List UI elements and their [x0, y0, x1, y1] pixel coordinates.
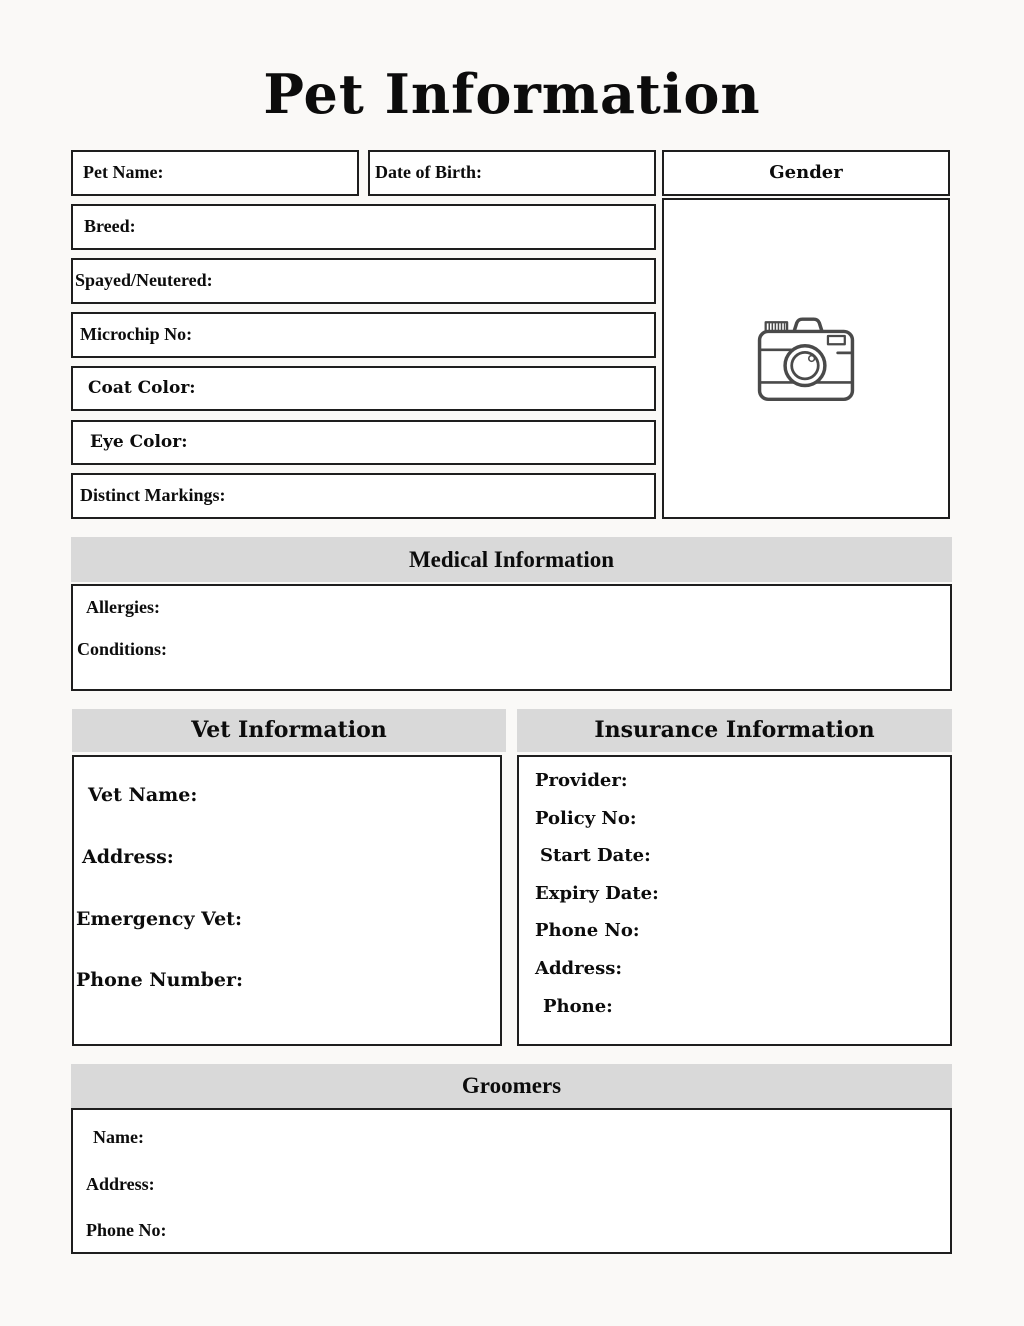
distinct-markings-label: Distinct Markings: — [80, 485, 226, 506]
breed-label: Breed: — [84, 216, 136, 237]
medical-header-label: Medical Information — [408, 546, 615, 572]
vet-name-label: Vet Name: — [88, 784, 198, 806]
groomer-phone-label: Phone No: — [86, 1220, 167, 1241]
eye-color-field[interactable] — [71, 420, 656, 465]
medical-section-header — [71, 537, 952, 582]
insurance-address-label: Address: — [535, 957, 622, 979]
microchip-label: Microchip No: — [80, 324, 193, 345]
conditions-label: Conditions: — [77, 638, 168, 659]
vet-info-area[interactable] — [72, 755, 502, 1046]
insurance-header-label: Insurance Information — [594, 717, 875, 744]
gender-label: Gender — [769, 162, 843, 184]
microchip-field[interactable] — [71, 312, 656, 358]
insurance-info-area[interactable] — [517, 755, 952, 1046]
groomers-section-header — [71, 1064, 952, 1108]
spayed-neutered-label: Spayed/Neutered: — [75, 270, 213, 291]
expiry-date-label: Expiry Date: — [535, 882, 659, 904]
groomer-address-label: Address: — [86, 1173, 155, 1194]
policy-no-label: Policy No: — [535, 807, 637, 829]
page-title: Pet Information — [263, 62, 761, 126]
insurance-section-header — [517, 709, 952, 752]
date-of-birth-field[interactable] — [368, 150, 656, 196]
coat-color-field[interactable] — [71, 366, 656, 411]
vet-header-label: Vet Information — [191, 717, 387, 744]
medical-info-area[interactable] — [71, 584, 952, 691]
breed-field[interactable] — [71, 204, 656, 250]
insurance-phone-no-label: Phone No: — [535, 920, 640, 942]
insurance-phone-label: Phone: — [543, 995, 613, 1017]
coat-color-label: Coat Color: — [88, 378, 196, 399]
spayed-neutered-field[interactable] — [71, 258, 656, 304]
date-of-birth-label: Date of Birth: — [375, 162, 482, 183]
groomer-name-label: Name: — [93, 1127, 144, 1147]
gender-field[interactable] — [662, 150, 950, 196]
provider-label: Provider: — [535, 770, 628, 791]
distinct-markings-field[interactable] — [71, 473, 656, 519]
eye-color-label: Eye Color: — [90, 432, 188, 453]
pet-photo-area[interactable] — [662, 198, 950, 519]
vet-section-header — [72, 709, 506, 752]
pet-name-label: Pet Name: — [83, 162, 164, 183]
allergies-label: Allergies: — [86, 597, 160, 617]
pet-name-field[interactable] — [71, 150, 359, 196]
vet-phone-label: Phone Number: — [76, 969, 243, 992]
groomers-header-label: Groomers — [461, 1073, 562, 1099]
vet-address-label: Address: — [82, 845, 174, 868]
camera-icon — [757, 316, 855, 402]
emergency-vet-label: Emergency Vet: — [76, 907, 242, 930]
groomers-info-area[interactable] — [71, 1108, 952, 1254]
start-date-label: Start Date: — [540, 845, 651, 867]
